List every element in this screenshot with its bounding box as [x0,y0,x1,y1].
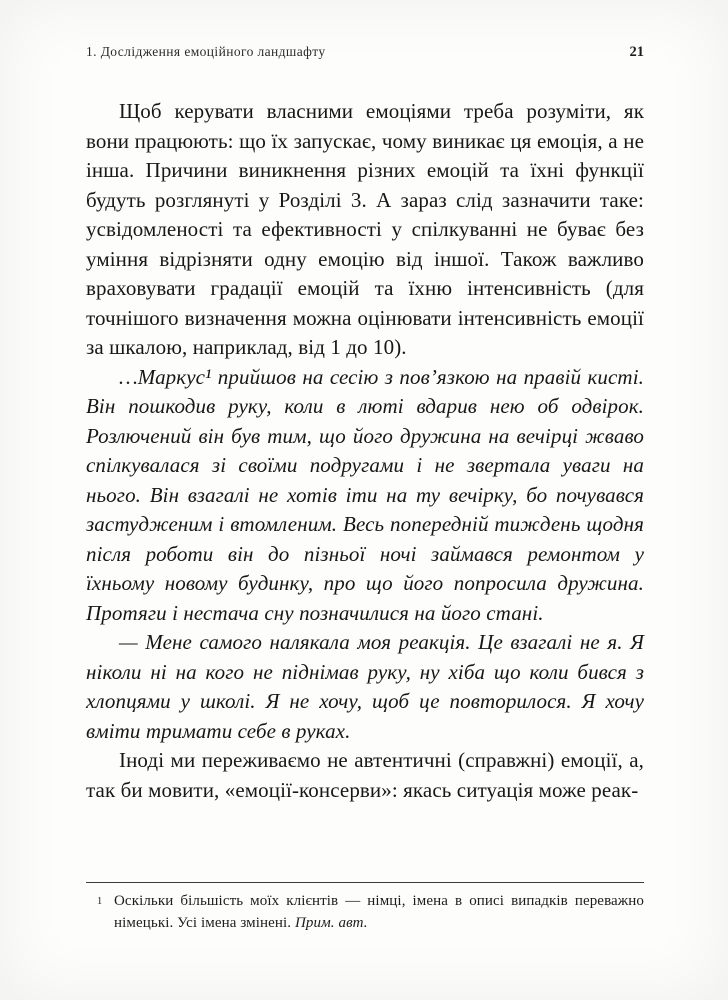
footnote-author-note: Прим. авт. [294,914,368,931]
footnote-text-main: Оскільки більшість моїх клієнтів — німці, імена в описі випадків переважно німецькі. Усі імена змінені. [114,893,644,931]
paragraph-case-study: …Маркус¹ прийшов на сесію з пов’язкою на правій кисті. Він пошкодив руку, коли в люті вдарив нею об одвірок. Розлючений він був тим, що його дружина на вечірці жваво спілкувалася зі своїми подругами і не звертала уваги на нього. Він взагалі не хотів іти на ту вечірку, бо почувався застудженим і втомленим. Весь попередній тиждень щодня після роботи він до пізньої ночі займався ремонтом у їхньому новому будинку, про що його попросила дружина. Протяги і нестача сну позначилися на його стані. [86,364,644,625]
paragraph-intro: Щоб керувати власними емоціями треба розуміти, як вони працюють: що їх запускає, чому виникає ця емоція, а не інша. Причини виникнення різних емоцій та їхні функції будуть розглянуті у Розділі 3. А зараз слід зазначити таке: усвідомленості та ефективності у спілкуванні не буває без уміння відрізняти одну емоцію від іншої. Також важливо враховувати градації емоцій та їхню інтенсивність (для точнішого визначення можна оцінювати інтенсивність емоції за шкалою, наприклад, від 1 до 10). [86,99,644,359]
footnote [86,891,644,934]
page-number: 21 [629,44,644,60]
running-head-chapter-title: 1. Дослідження емоційного ландшафту [86,44,326,59]
footnote-marker: 1 [97,896,103,907]
page-header [86,44,644,61]
footnote-section [86,882,644,934]
footnote-divider [86,882,644,883]
paragraph-client-quote: — Мене самого налякала моя реакція. Це взагалі не я. Я ніколи ні на кого не піднімав руку, ну хіба що коли бився з хлопцями у школі. Я не хочу, щоб це повторилося. Я хочу вміти тримати себе в руках. [86,630,644,743]
footnote-text [114,891,644,934]
paragraph-continuation: Іноді ми переживаємо не автентичні (справжні) емоції, а, так би мовити, «емоції-консерви»: якась ситуація може реак- [86,748,644,802]
body-text [86,97,644,805]
